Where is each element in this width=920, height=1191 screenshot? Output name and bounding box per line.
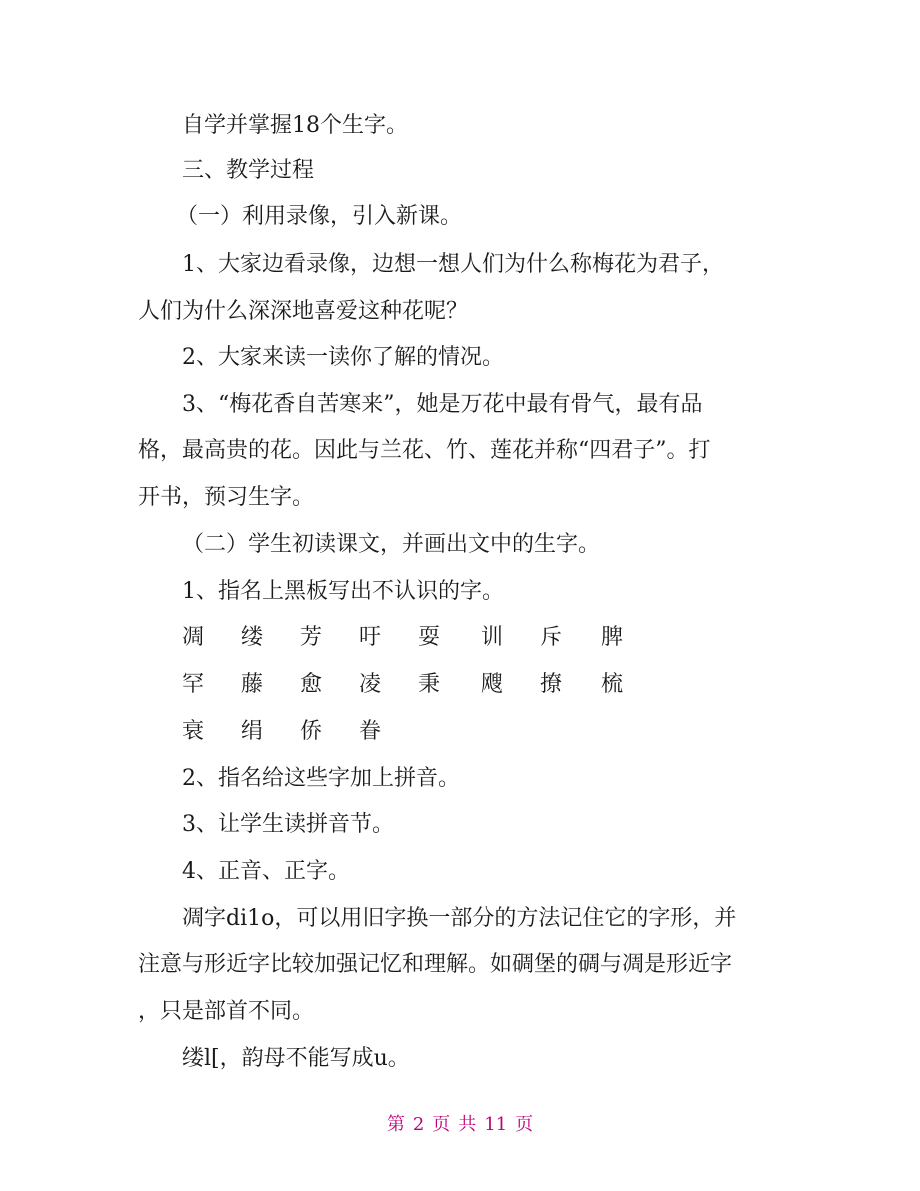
- character: 斥: [540, 625, 563, 650]
- character: 吁: [359, 625, 382, 650]
- paragraph-line: 凋字di1o，可以用旧字换一部分的方法记住它的字形，并: [182, 906, 737, 931]
- footer-label-page: 第: [386, 1114, 405, 1135]
- character: 藤: [241, 672, 264, 697]
- character: 绢: [241, 719, 264, 744]
- paragraph-line: 缕l[，韵母不能写成u。: [182, 1046, 410, 1071]
- subsection-heading: （一）利用录像，引入新课。: [176, 204, 463, 229]
- character: 脾: [601, 625, 624, 650]
- paragraph-line: 开书，预习生字。: [138, 485, 315, 510]
- character: 飕: [481, 672, 504, 697]
- character: 芳: [300, 625, 323, 650]
- character: 眷: [359, 719, 382, 744]
- character: 秉: [418, 672, 441, 697]
- paragraph-line: ，只是部首不同。: [138, 999, 315, 1024]
- total-pages: 11: [484, 1114, 508, 1135]
- character-row: [0, 717, 920, 747]
- footer-label-total: 共: [458, 1114, 477, 1135]
- paragraph-line: 1、大家边看录像，边想一想人们为什么称梅花为君子，: [182, 252, 724, 277]
- character: 梳: [601, 672, 624, 697]
- character: 凋: [182, 625, 205, 650]
- page-number: 2: [412, 1114, 425, 1135]
- character: 罕: [182, 672, 205, 697]
- character: 愈: [300, 672, 323, 697]
- paragraph-line: 1、指名上黑板写出不认识的字。: [182, 579, 504, 604]
- paragraph-line: 2、指名给这些字加上拼音。: [182, 766, 460, 791]
- paragraph-line: 注意与形近字比较加强记忆和理解。如碉堡的碉与凋是形近字: [138, 952, 733, 977]
- paragraph-line: 4、正音、正字。: [182, 859, 350, 884]
- character: 缕: [241, 625, 264, 650]
- page-footer: [0, 1112, 920, 1138]
- character: 侨: [300, 719, 323, 744]
- paragraph-line: 人们为什么深深地喜爱这种花呢？: [138, 299, 469, 324]
- subsection-heading: （二）学生初读课文，并画出文中的生字。: [182, 532, 601, 557]
- character-row: [0, 670, 920, 700]
- paragraph-line: 格，最高贵的花。因此与兰花、竹、莲花并称“四君子”。打: [138, 438, 711, 463]
- paragraph-line: 2、大家来读一读你了解的情况。: [182, 345, 504, 370]
- footer-label-page-unit: 页: [432, 1114, 451, 1135]
- character: 撩: [540, 672, 563, 697]
- character: 凌: [359, 672, 382, 697]
- character: 耍: [418, 625, 441, 650]
- character: 衰: [182, 719, 205, 744]
- paragraph-line: 3、让学生读拼音节。: [182, 812, 394, 837]
- character: 训: [481, 625, 504, 650]
- section-heading: 三、教学过程: [182, 158, 315, 183]
- paragraph-line: 3、“梅花香自苦寒来”，她是万花中最有骨气，最有品: [182, 392, 703, 417]
- character-row: [0, 623, 920, 653]
- footer-label-total-unit: 页: [515, 1114, 534, 1135]
- paragraph-line: 自学并掌握18个生字。: [182, 113, 408, 138]
